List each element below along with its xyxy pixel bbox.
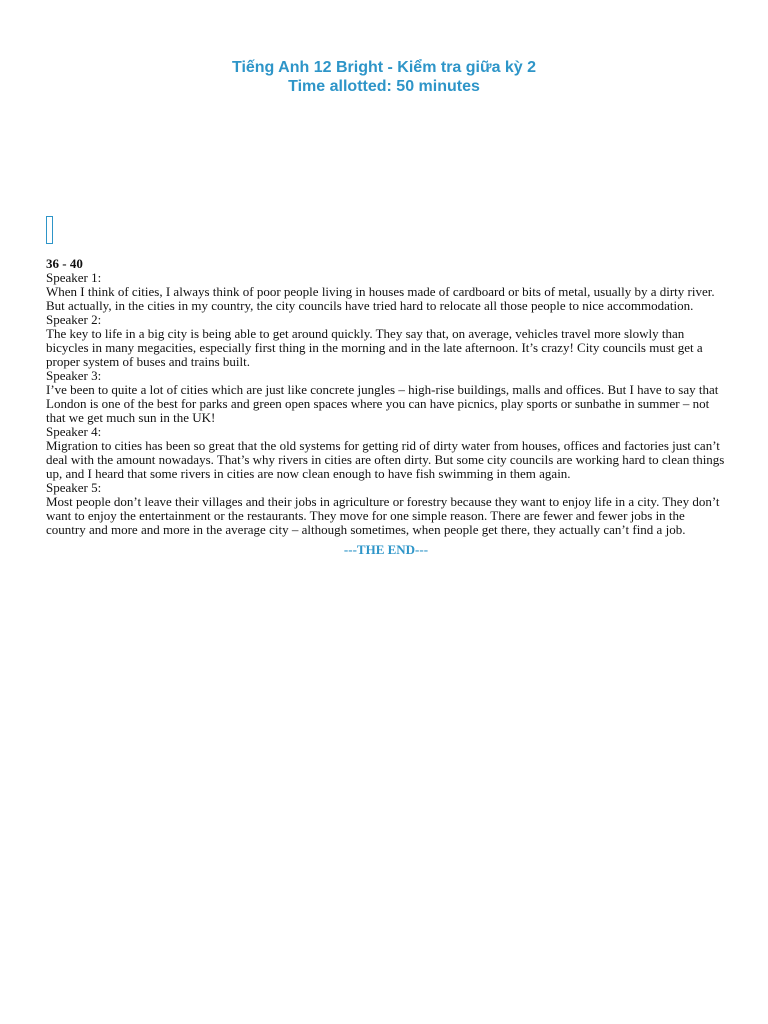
speaker-1-label: Speaker 1: — [46, 270, 102, 285]
question-range: 36 - 40 — [46, 256, 83, 271]
document-header — [0, 58, 768, 96]
speaker-2-label: Speaker 2: — [46, 312, 102, 327]
speaker-5-label: Speaker 5: — [46, 480, 102, 495]
speaker-5-text: Most people don’t leave their villages and their jobs in agriculture or forestry because they want to enjoy life in a city. They don’t want to enjoy the entertainment or the restaurants. They move for one simple reason. There are fewer and fewer jobs in the country and more and more in the average city – although sometimes, when people get there, they actually can’t find a job. — [46, 494, 720, 537]
speaker-4-text: Migration to cities has been so great that the old systems for getting rid of dirty water from houses, offices and factories just can’t deal with the amount nowadays. That’s why rivers in cities are often dirty. But some city councils are working hard to clean things up, and I heard that some rivers in cities are now clean enough to have fish swimming in them again. — [46, 438, 725, 481]
document-title: Tiếng Anh 12 Bright - Kiểm tra giữa kỳ 2 — [231, 59, 537, 76]
speaker-3-text: I’ve been to quite a lot of cities which are just like concrete jungles – high-rise buildings, malls and offices. But I have to say that London is one of the best for parks and green open spaces where you can have picnics, play sports or sunbathe in summer – not that we get much sun in the UK! — [46, 382, 719, 425]
time-allotted: Time allotted: 50 minutes — [288, 78, 480, 95]
speaker-1-text: When I think of cities, I always think of poor people living in houses made of cardboard or bits of metal, usually by a dirty river. But actually, in the cities in my country, the city councils have tried hard to relocate all those people to nice accommodation. — [46, 284, 715, 313]
speaker-4-label: Speaker 4: — [46, 424, 102, 439]
transcript-section — [46, 257, 726, 557]
speaker-3-label: Speaker 3: — [46, 368, 102, 383]
speaker-2-text: The key to life in a big city is being able to get around quickly. They say that, on average, vehicles travel more slowly than bicycles in many megacities, especially first thing in the morning and in the late afternoon. It’s crazy! City councils must get a proper system of buses and trains built. — [46, 326, 703, 369]
bookmark-marker-icon — [46, 216, 53, 244]
the-end-marker: ---THE END--- — [343, 542, 429, 557]
